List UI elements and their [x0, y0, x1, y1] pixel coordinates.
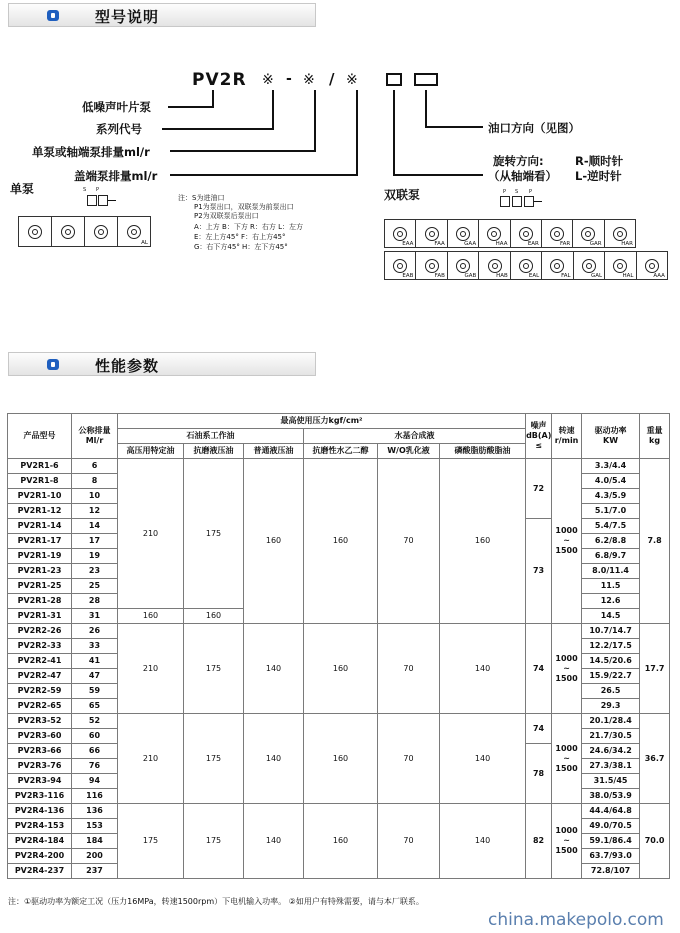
performance-table [7, 413, 670, 879]
pressure-glycol-cell: 160 [304, 459, 378, 624]
model-cell: PV2R1-19 [8, 549, 72, 564]
single-top-label-p: P [96, 187, 100, 193]
pump-circle-icon [519, 227, 533, 241]
double-cell [605, 220, 635, 247]
model-cell: PV2R1-12 [8, 504, 72, 519]
speed-cell [552, 624, 582, 714]
leader-line [162, 128, 274, 130]
model-cell: PV2R3-94 [8, 774, 72, 789]
header-noise [526, 414, 552, 459]
noise-cell: 78 [526, 744, 552, 804]
power-cell: 5.4/7.5 [582, 519, 640, 534]
single-cell-label: AL [141, 240, 148, 246]
note-line-5: E：左上方45° F：右上方45° [194, 233, 286, 241]
double-cell [542, 220, 573, 247]
pressure-emul-cell: 70 [378, 459, 440, 624]
single-cell [118, 217, 150, 246]
header-weight [640, 414, 670, 459]
pump-circle-icon [550, 227, 564, 241]
pump-circle-icon [94, 225, 108, 239]
model-code-sym1: ※ [262, 72, 274, 88]
noise-cell: 74 [526, 714, 552, 744]
performance-table-body [8, 459, 670, 879]
double-cell [448, 220, 479, 247]
pump-circle-icon [393, 259, 407, 273]
double-cell [573, 220, 604, 247]
power-cell: 6.2/8.8 [582, 534, 640, 549]
double-cell-label: FAR [560, 241, 571, 247]
double-port-box [524, 196, 534, 207]
power-cell: 15.9/22.7 [582, 669, 640, 684]
disp-cell: 47 [72, 669, 118, 684]
leader-line [170, 174, 358, 176]
header-normal: 普通液压油 [244, 444, 304, 459]
speed-value: ~ [563, 536, 570, 545]
disp-cell: 116 [72, 789, 118, 804]
power-cell: 4.3/5.9 [582, 489, 640, 504]
pressure-glycol-cell: 160 [304, 804, 378, 879]
model-cell: PV2R3-60 [8, 729, 72, 744]
double-cell [385, 220, 416, 247]
header-water: 水基合成液 [304, 429, 526, 444]
double-cell-label: GAR [589, 241, 602, 247]
note-line-4: A：上方 B：下方 R：右方 L：左方 [194, 223, 304, 231]
label-low-noise: 低噪声叶片泵 [82, 100, 151, 114]
leader-line [170, 150, 316, 152]
double-cell [416, 220, 447, 247]
double-cell-label: FAL [561, 273, 571, 279]
power-cell: 12.6 [582, 594, 640, 609]
pressure-normal-cell: 140 [244, 804, 304, 879]
pressure-aw-cell: 160 [184, 609, 244, 624]
table-row [8, 804, 670, 819]
power-cell: 5.1/7.0 [582, 504, 640, 519]
model-cell: PV2R1-17 [8, 534, 72, 549]
model-code-slash: / [329, 70, 335, 88]
pressure-glycol-cell: 160 [304, 714, 378, 804]
pump-circle-icon [425, 227, 439, 241]
pressure-phos-cell: 140 [440, 804, 526, 879]
header-speed-label: 转速 [558, 426, 575, 435]
disp-cell: 25 [72, 579, 118, 594]
leader-line [393, 174, 483, 176]
bullet-icon [47, 359, 59, 370]
model-cell: PV2R1-28 [8, 594, 72, 609]
header-noise-unit: dB(A) [526, 431, 552, 440]
label-single-pump: 单泵 [10, 182, 35, 196]
single-pump-diagram [18, 216, 151, 247]
model-cell: PV2R3-66 [8, 744, 72, 759]
leader-line [168, 106, 214, 108]
model-cell: PV2R4-153 [8, 819, 72, 834]
double-cell-label: EAB [402, 273, 414, 279]
disp-cell: 94 [72, 774, 118, 789]
double-cell [448, 252, 479, 279]
header-phos: 磷酸脂肪酸脂油 [440, 444, 526, 459]
disp-cell: 28 [72, 594, 118, 609]
model-cell: PV2R1-14 [8, 519, 72, 534]
disp-cell: 200 [72, 849, 118, 864]
pump-circle-icon [519, 259, 533, 273]
double-cell [385, 252, 416, 279]
double-pump-diagram-row2 [384, 251, 668, 280]
pump-circle-icon [487, 227, 501, 241]
pump-circle-icon [28, 225, 42, 239]
model-cell: PV2R4-200 [8, 849, 72, 864]
table-row [8, 459, 670, 474]
disp-cell: 153 [72, 819, 118, 834]
power-cell: 10.7/14.7 [582, 624, 640, 639]
double-cell-label: EAL [528, 273, 540, 279]
double-cell-label: HAA [495, 241, 508, 247]
power-cell: 12.2/17.5 [582, 639, 640, 654]
noise-cell: 73 [526, 519, 552, 624]
speed-value: 1000 [555, 743, 578, 753]
model-cell: PV2R1-10 [8, 489, 72, 504]
power-cell: 24.6/34.2 [582, 744, 640, 759]
pump-circle-icon [550, 259, 564, 273]
disp-cell: 76 [72, 759, 118, 774]
disp-cell: 136 [72, 804, 118, 819]
model-cell: PV2R1-25 [8, 579, 72, 594]
double-cell [511, 252, 542, 279]
speed-value: 1000 [555, 653, 578, 663]
weight-cell: 17.7 [640, 624, 670, 714]
double-cell [416, 252, 447, 279]
power-cell: 20.1/28.4 [582, 714, 640, 729]
pump-circle-icon [645, 259, 659, 273]
power-cell: 3.3/4.4 [582, 459, 640, 474]
header-hp: 高压用特定油 [118, 444, 184, 459]
single-cell [19, 217, 52, 246]
speed-value: ~ [563, 836, 570, 845]
power-cell: 72.8/107 [582, 864, 640, 879]
pressure-hp-cell: 175 [118, 804, 184, 879]
header-speed [552, 414, 582, 459]
double-port-box [500, 196, 510, 207]
double-port-line [534, 201, 542, 202]
header-power [582, 414, 640, 459]
watermark: china.makepolo.com [488, 910, 664, 930]
model-cell: PV2R1-6 [8, 459, 72, 474]
label-single-disp: 单泵或轴端泵排量ml/r [32, 145, 150, 159]
header-speed-unit: r/min [554, 436, 579, 445]
power-cell: 21.7/30.5 [582, 729, 640, 744]
pump-circle-icon [456, 227, 470, 241]
weight-cell: 70.0 [640, 804, 670, 879]
speed-cell [552, 714, 582, 804]
model-cell: PV2R2-41 [8, 654, 72, 669]
model-cell: PV2R4-184 [8, 834, 72, 849]
model-cell: PV2R2-26 [8, 624, 72, 639]
table-row [8, 624, 670, 639]
model-cell: PV2R2-59 [8, 684, 72, 699]
disp-cell: 60 [72, 729, 118, 744]
double-cell-label: EAA [402, 241, 414, 247]
model-code-sym2: ※ [303, 72, 315, 88]
speed-value: 1500 [555, 546, 578, 555]
disp-cell: 10 [72, 489, 118, 504]
pump-circle-icon [581, 227, 595, 241]
header-power-unit: KW [603, 436, 619, 445]
header-pressure: 最高使用压力kgf/cm² [118, 414, 526, 429]
note-line-1: 注：S为进油口 [178, 194, 225, 202]
speed-cell [552, 804, 582, 879]
double-cell-label: HAR [621, 241, 633, 247]
model-cell: PV2R3-52 [8, 714, 72, 729]
model-cell: PV2R3-76 [8, 759, 72, 774]
label-double-pump: 双联泵 [384, 188, 421, 202]
double-cell [479, 252, 510, 279]
single-port-line [108, 200, 116, 201]
double-cell [542, 252, 573, 279]
model-code-sym3: ※ [346, 72, 358, 88]
pressure-phos-cell: 140 [440, 624, 526, 714]
disp-cell: 26 [72, 624, 118, 639]
model-code-prefix: PV2R [192, 70, 247, 90]
disp-cell: 59 [72, 684, 118, 699]
noise-cell: 82 [526, 804, 552, 879]
header-power-label: 驱动功率 [594, 426, 627, 435]
speed-value: 1500 [555, 846, 578, 855]
pressure-aw-cell: 175 [184, 624, 244, 714]
disp-cell: 12 [72, 504, 118, 519]
disp-cell: 237 [72, 864, 118, 879]
pressure-hp-cell: 160 [118, 609, 184, 624]
double-cell-label: HAL [622, 273, 634, 279]
disp-cell: 19 [72, 549, 118, 564]
disp-cell: 65 [72, 699, 118, 714]
leader-line [393, 90, 395, 176]
noise-cell: 74 [526, 624, 552, 714]
double-cell-label: HAB [496, 273, 508, 279]
pressure-aw-cell: 175 [184, 804, 244, 879]
label-cover-disp: 盖端泵排量ml/r [74, 169, 158, 183]
leader-line [425, 126, 483, 128]
single-cell [52, 217, 85, 246]
header-model: 产品型号 [8, 414, 72, 459]
double-top-label-s: S [515, 189, 519, 195]
double-cell-label: GAA [464, 241, 477, 247]
speed-value: ~ [563, 663, 570, 673]
pressure-hp-cell: 210 [118, 714, 184, 804]
footnote: 注：①驱动功率为额定工况（压力16MPa，转速1500rpm）下电机输入功率。 ②如用户有特殊需要，请与本厂联系。 [8, 897, 424, 906]
header-glycol: 抗磨性水乙二醇 [304, 444, 378, 459]
rotation-code-box [386, 73, 402, 86]
single-cell [85, 217, 118, 246]
double-pump-diagram-row1 [384, 219, 636, 248]
speed-value: 1500 [555, 673, 578, 683]
speed-cell [552, 459, 582, 624]
pump-circle-icon [425, 259, 439, 273]
leader-line [425, 90, 427, 128]
header-disp-unit: Ml/r [85, 436, 104, 445]
leader-line [356, 90, 358, 176]
speed-value: 1500 [555, 763, 578, 773]
section-title-model: 型号说明 [95, 8, 160, 26]
model-cell: PV2R1-8 [8, 474, 72, 489]
pressure-aw-cell: 175 [184, 714, 244, 804]
pressure-phos-cell: 140 [440, 714, 526, 804]
speed-value: 1000 [555, 826, 578, 835]
pressure-emul-cell: 70 [378, 624, 440, 714]
pressure-normal-cell: 140 [244, 624, 304, 714]
section-title-perf: 性能参数 [95, 357, 160, 375]
double-cell-label: FAB [434, 273, 445, 279]
note-line-2: P1为泵出口，双联泵为前泵出口 [194, 203, 294, 211]
model-cell: PV2R2-33 [8, 639, 72, 654]
pump-circle-icon [456, 259, 470, 273]
double-port-box [512, 196, 522, 207]
power-cell: 31.5/45 [582, 774, 640, 789]
power-cell: 14.5/20.6 [582, 654, 640, 669]
power-cell: 8.0/11.4 [582, 564, 640, 579]
noise-cell: 72 [526, 459, 552, 519]
disp-cell: 52 [72, 714, 118, 729]
section-header-perf [8, 352, 316, 376]
header-weight-unit: kg [649, 436, 661, 445]
model-cell: PV2R1-23 [8, 564, 72, 579]
disp-cell: 23 [72, 564, 118, 579]
header-weight-label: 重量 [646, 426, 663, 435]
power-cell: 44.4/64.8 [582, 804, 640, 819]
model-cell: PV2R1-31 [8, 609, 72, 624]
pump-circle-icon [488, 259, 502, 273]
disp-cell: 8 [72, 474, 118, 489]
pressure-glycol-cell: 160 [304, 624, 378, 714]
model-cell: PV2R3-116 [8, 789, 72, 804]
label-rot-view: （从轴端看） [488, 169, 557, 183]
weight-cell: 36.7 [640, 714, 670, 804]
table-row [8, 714, 670, 729]
double-cell [479, 220, 510, 247]
power-cell: 4.0/5.4 [582, 474, 640, 489]
power-cell: 38.0/53.9 [582, 789, 640, 804]
pressure-aw-cell: 175 [184, 459, 244, 609]
double-cell [605, 252, 636, 279]
power-cell: 6.8/9.7 [582, 549, 640, 564]
pump-circle-icon [613, 227, 627, 241]
leader-line [314, 90, 316, 152]
label-rot-dir: 旋转方向: [493, 154, 544, 168]
pressure-normal-cell: 160 [244, 459, 304, 624]
double-cell-label: GAL [590, 273, 603, 279]
double-cell [574, 252, 605, 279]
note-line-3: P2为双联泵后泵出口 [194, 212, 259, 220]
power-cell: 49.0/70.5 [582, 819, 640, 834]
model-cell: PV2R2-47 [8, 669, 72, 684]
pump-circle-icon [582, 259, 596, 273]
header-emul: W/O乳化液 [378, 444, 440, 459]
pump-circle-icon [613, 259, 627, 273]
single-port-box [87, 195, 97, 206]
speed-value: 1000 [555, 526, 578, 535]
model-cell: PV2R4-136 [8, 804, 72, 819]
power-cell: 14.5 [582, 609, 640, 624]
pressure-normal-cell: 140 [244, 714, 304, 804]
label-rot-l: L-逆时针 [575, 169, 622, 183]
disp-cell: 14 [72, 519, 118, 534]
pump-circle-icon [127, 225, 141, 239]
header-petro: 石油系工作油 [118, 429, 304, 444]
power-cell: 11.5 [582, 579, 640, 594]
pressure-emul-cell: 70 [378, 804, 440, 879]
disp-cell: 6 [72, 459, 118, 474]
model-cell: PV2R2-65 [8, 699, 72, 714]
disp-cell: 17 [72, 534, 118, 549]
header-disp-label: 公称排量 [78, 426, 111, 435]
leader-line [272, 90, 274, 130]
pressure-phos-cell: 160 [440, 459, 526, 624]
note-line-6: G：右下方45° H：左下方45° [194, 243, 288, 251]
power-cell: 29.3 [582, 699, 640, 714]
disp-cell: 184 [72, 834, 118, 849]
header-noise-le: ≤ [535, 441, 542, 450]
double-cell-label: AAA [653, 273, 665, 279]
power-cell: 63.7/93.0 [582, 849, 640, 864]
header-aw: 抗磨液压油 [184, 444, 244, 459]
disp-cell: 33 [72, 639, 118, 654]
power-cell: 27.3/38.1 [582, 759, 640, 774]
double-cell-label: FAA [434, 241, 445, 247]
pump-circle-icon [393, 227, 407, 241]
header-noise-label: 噪声 [530, 421, 547, 430]
power-cell: 26.5 [582, 684, 640, 699]
double-cell [637, 252, 667, 279]
disp-cell: 31 [72, 609, 118, 624]
power-cell: 59.1/86.4 [582, 834, 640, 849]
double-cell-label: EAR [527, 241, 539, 247]
pressure-emul-cell: 70 [378, 714, 440, 804]
single-port-box [98, 195, 108, 206]
model-code-dash: - [286, 71, 292, 87]
disp-cell: 41 [72, 654, 118, 669]
port-code-box [414, 73, 438, 86]
header-disp [72, 414, 118, 459]
double-cell-label: GAB [464, 273, 477, 279]
section-header-model [8, 3, 316, 27]
label-port-dir: 油口方向（见图） [488, 121, 580, 135]
pressure-hp-cell: 210 [118, 624, 184, 714]
double-top-label-p2: P [529, 189, 533, 195]
label-rot-r: R-顺时针 [575, 154, 624, 168]
pump-circle-icon [61, 225, 75, 239]
pressure-hp-cell: 210 [118, 459, 184, 609]
label-series: 系列代号 [96, 122, 142, 136]
model-cell: PV2R4-237 [8, 864, 72, 879]
double-top-label-p1: P [503, 189, 507, 195]
single-top-label-s: S [83, 187, 87, 193]
disp-cell: 66 [72, 744, 118, 759]
speed-value: ~ [563, 753, 570, 763]
weight-cell: 7.8 [640, 459, 670, 624]
bullet-icon [47, 10, 59, 21]
double-cell [511, 220, 542, 247]
